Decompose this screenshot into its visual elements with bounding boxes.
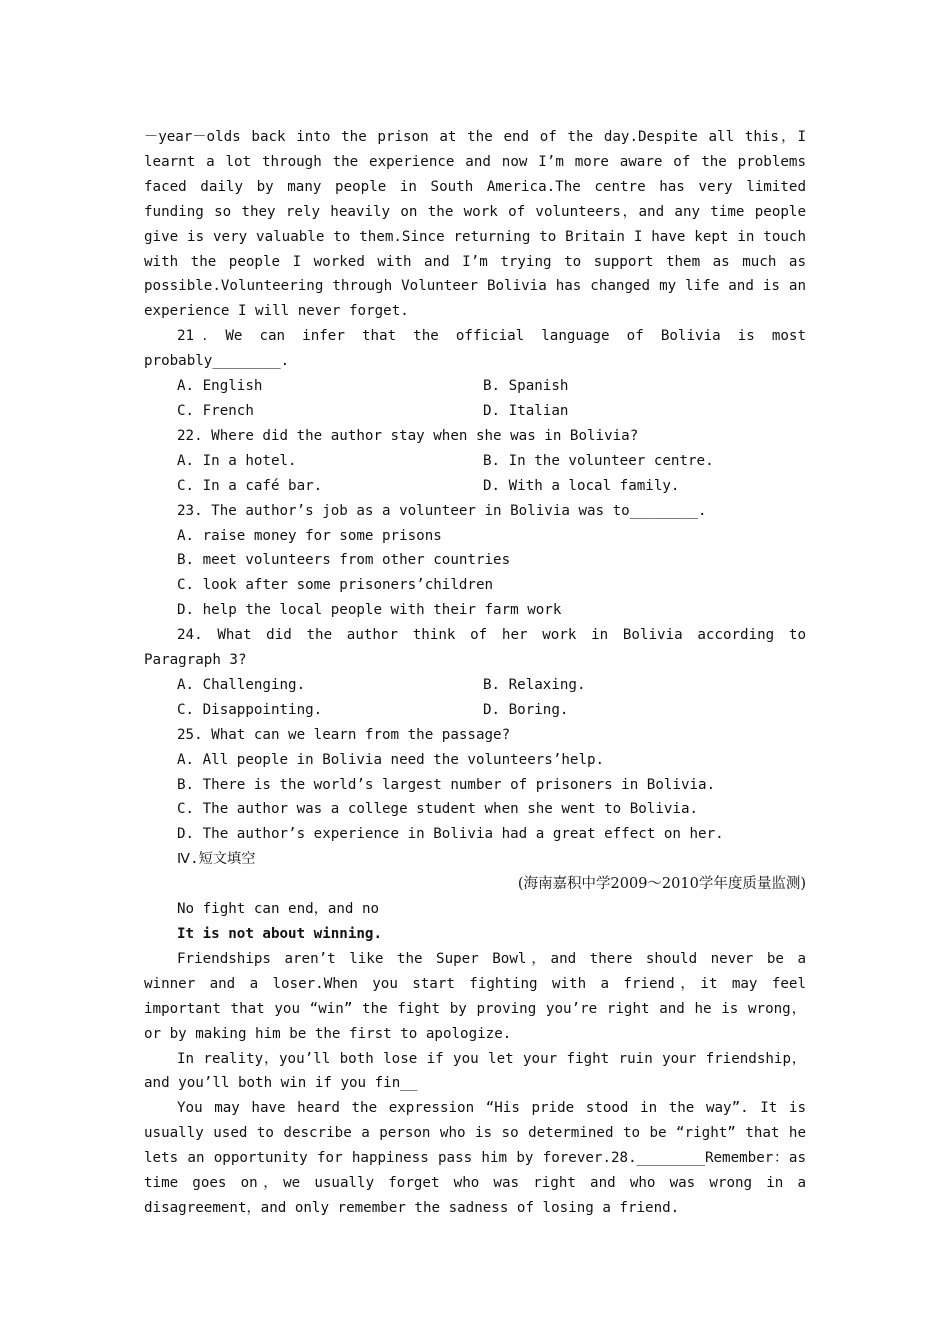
- option-a: A. English: [177, 378, 263, 395]
- option-b: B. Spanish: [483, 378, 569, 395]
- option-b: B. There is the world’s largest number of prisoners in Bolivia.: [177, 776, 716, 793]
- option-d: D. Boring.: [483, 701, 569, 718]
- question-23-stem: 23. The author’s job as a volunteer in Bolivia was to________.: [177, 502, 707, 519]
- question-21-stem: 21．We can infer that the official language of Bolivia is most probably________.: [144, 328, 806, 370]
- option-d: D. The author’s experience in Bolivia had a great effect on her.: [177, 826, 724, 843]
- passage2-paragraph-3: You may have heard the expression “His pride stood in the way”. It is usually used to describe a person who is so determined to be “right” that he lets an opportunity for happiness pass him by forever.28.________Remember：as time goes on，we usually forget who was right and who was wrong in a disagreement，and only remember the sadness of losing a friend.: [144, 1100, 806, 1216]
- option-a: A. In a hotel.: [177, 452, 297, 469]
- question-22-stem: 22. Where did the author stay when she was in Bolivia?: [177, 427, 639, 444]
- passage-end-paragraph: －year－olds back into the prison at the end of the day.Despite all this，I learnt a lot through the experience and now I’m more aware of the problems faced daily by many people in South America.The centre has very limited funding so they rely heavily on the work of volunteers，and any time people give is very valuable to them.Since returning to Britain I have kept in touch with the people I worked with and I’m trying to support them as much as possible.Volunteering through Volunteer Bolivia has changed my life and is an experience I will never forget.: [144, 129, 806, 320]
- option-a: A. Challenging.: [177, 676, 306, 693]
- section-heading: [144, 847, 806, 872]
- passage2-paragraph-2: In reality，you’ll both lose if you let your fight ruin your friendship，and you’ll both win if you fin__: [144, 1050, 806, 1092]
- question-25-stem: 25. What can we learn from the passage?: [177, 726, 511, 743]
- question-22-options-row-1: [144, 449, 806, 474]
- option-b: B. In the volunteer centre.: [483, 452, 714, 469]
- section-source: (海南嘉积中学2009～2010学年度质量监测): [517, 876, 806, 893]
- question-22-options-row-2: [144, 474, 806, 499]
- question-21-options-row-1: [144, 374, 806, 399]
- question-24-stem: 24. What did the author think of her work in Bolivia according to Paragraph 3?: [144, 627, 806, 669]
- passage2-paragraph-1: Friendships aren’t like the Super Bowl，and there should never be a winner and a loser.When you start fighting with a friend，it may feel important that you “win” the fight by proving you’re right and he is wrong，or by making him be the first to apologize.: [144, 950, 806, 1042]
- document-page: [144, 125, 806, 1221]
- option-a: A. raise money for some prisons: [177, 527, 442, 544]
- passage2-heading: It is not about winning.: [177, 926, 382, 942]
- question-24-options-row-2: [144, 698, 806, 723]
- option-c: C. Disappointing.: [177, 701, 323, 718]
- option-b: B. meet volunteers from other countries: [177, 552, 511, 569]
- option-d: D. help the local people with their farm work: [177, 602, 562, 619]
- option-d: D. With a local family.: [483, 477, 680, 494]
- question-24-options-row-1: [144, 673, 806, 698]
- option-c: C. In a café bar.: [177, 477, 323, 494]
- option-c: C. look after some prisoners’children: [177, 577, 494, 594]
- option-c: C. French: [177, 402, 254, 419]
- question-21-options-row-2: [144, 399, 806, 424]
- option-b: B. Relaxing.: [483, 676, 586, 693]
- option-a: A. All people in Bolivia need the volunteers’help.: [177, 751, 605, 768]
- option-c: C. The author was a college student when she went to Bolivia.: [177, 801, 699, 818]
- option-d: D. Italian: [483, 402, 569, 419]
- section-title: 短文填空: [198, 851, 256, 868]
- passage2-line1: No fight can end，and no: [177, 901, 380, 918]
- section-number: Ⅳ.: [177, 851, 199, 868]
